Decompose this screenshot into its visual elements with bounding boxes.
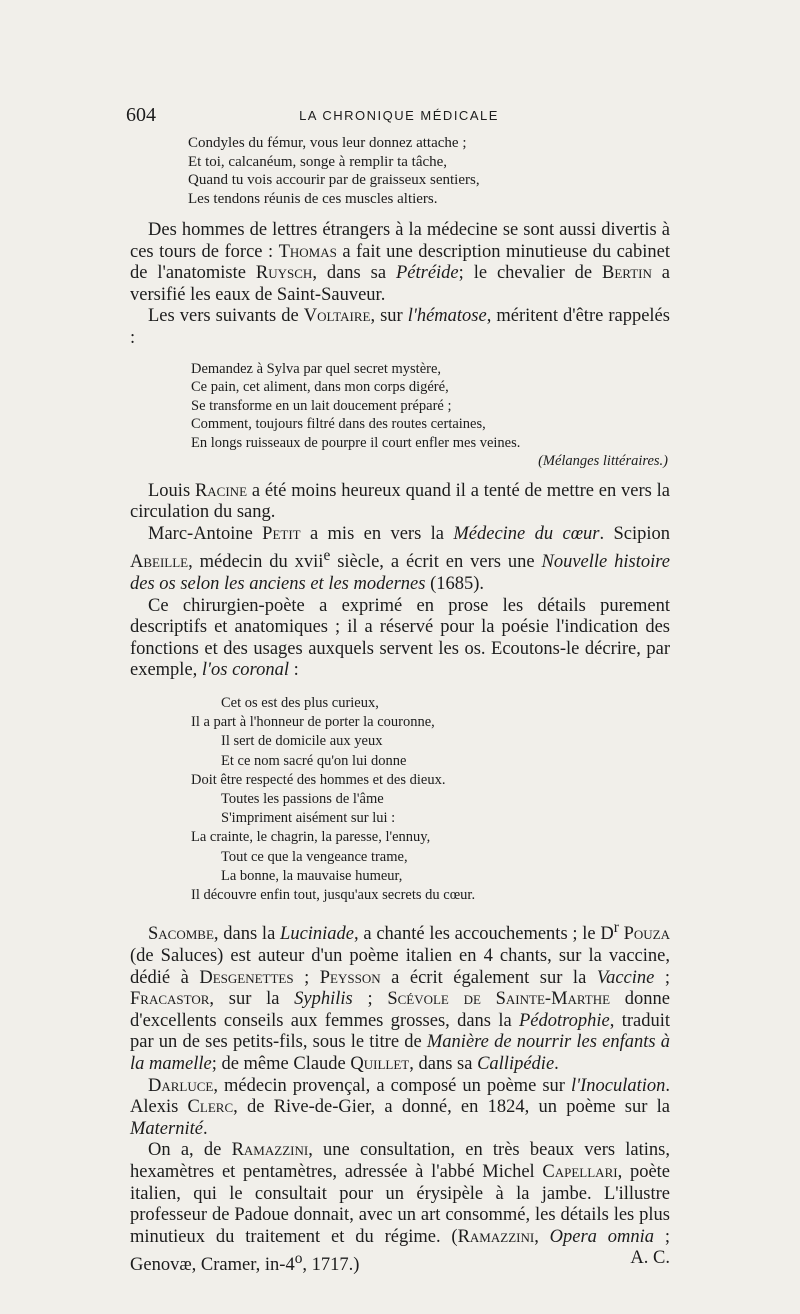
verse-line: Les tendons réunis de ces muscles altiers. — [188, 190, 438, 207]
work-title: Nouvelle histoire des os selon les anciens et les modernes — [130, 552, 670, 595]
superscript: r — [613, 919, 619, 937]
text-run: : — [288, 660, 299, 681]
text-run: , poète italien, qui le consultait pour un érysipèle à la jambe. L'illustre professeur de Padoue donnait, avec un art consommé, les détails les plus minutieux du traitement et du régime. ( — [130, 1161, 671, 1247]
work-title: l'hématose — [407, 306, 487, 327]
verse-line: Ce pain, cet aliment, dans mon corps digéré, — [191, 379, 449, 396]
signature: A. C. — [630, 1248, 670, 1269]
verse-line: Il sert de domicile aux yeux — [221, 733, 383, 750]
author-name: Abeille — [130, 552, 189, 573]
verse-line: S'impriment aisément sur lui : — [221, 810, 396, 827]
text-run: , traduit par un de ses petits-fils, sous le titre de — [130, 1010, 670, 1053]
author-name: Clerc — [187, 1097, 234, 1118]
text-run: ; Genovæ, Cramer, in-4 — [130, 1226, 671, 1276]
superscript: e — [323, 547, 331, 565]
work-title: Syphilis — [294, 989, 353, 1010]
author-name: Pouza — [623, 924, 671, 945]
verse-line: Condyles du fémur, vous leur donnez attache ; — [188, 135, 467, 151]
text-run: On a, de — [148, 1140, 232, 1161]
text-run: . Alexis — [130, 1075, 670, 1118]
text-run: . Scipion — [599, 523, 671, 544]
text-run: Ce chirurgien-poète a exprimé en prose les détails purement descriptifs et anatomiques ; il a réservé pour la poésie l'indication des fonctions et des usages auxquels servent les os. Ecoutons-le décrire, par exemple, — [130, 595, 670, 681]
author-name: Petit — [262, 523, 301, 544]
work-title: l'os coronal — [201, 660, 289, 681]
paragraph-1 — [130, 220, 670, 306]
text-run: ; — [654, 967, 671, 988]
work-title: Luciniade — [280, 924, 355, 945]
text-run: ; de même Claude — [211, 1054, 351, 1075]
text-run: , 1717.) — [302, 1255, 360, 1276]
text-run: , dans sa — [312, 263, 396, 284]
author-name: Peysson — [319, 967, 381, 988]
verse-line: Demandez à Sylva par quel secret mystère, — [191, 360, 442, 377]
text-run: . — [554, 1054, 559, 1075]
work-title: l'Inoculation — [570, 1075, 666, 1096]
text-run: a versifié les eaux de Saint-Sauveur. — [130, 263, 670, 305]
work-title: Vaccine — [596, 967, 655, 988]
author-name: Racine — [194, 480, 248, 501]
page-number: 604 — [126, 104, 156, 126]
text-run: , sur la — [209, 989, 295, 1010]
verse-line: Toutes les passions de l'âme — [221, 791, 384, 808]
author-name: Darluce — [148, 1075, 214, 1096]
verse-line: Quand tu vois accourir par de graisseux sentiers, — [188, 172, 480, 188]
text-run: , dans sa — [409, 1054, 478, 1075]
verse-voltaire — [130, 360, 670, 471]
text-run: , sur — [370, 306, 408, 327]
author-name: Voltaire — [303, 306, 371, 327]
text-run: , une consultation, en très beaux vers latins, hexamètres et pentamètres, adressée à l'abbé Michel — [130, 1140, 670, 1182]
work-title: Opera omnia — [549, 1226, 655, 1247]
verse-line: Et ce nom sacré qu'on lui donne — [221, 752, 407, 769]
text-run: , médecin du xvii — [188, 552, 324, 573]
paragraph-6 — [130, 917, 670, 1075]
work-title: Médecine du cœur — [453, 523, 600, 544]
text-run: , de Rive-de-Gier, a donné, en 1824, un poème sur la — [233, 1097, 670, 1118]
author-name: Quillet — [350, 1054, 410, 1075]
author-name: Scévole de Sainte-Marthe — [387, 989, 611, 1010]
paragraph-4 — [130, 524, 670, 596]
verse-line: Tout ce que la vengeance trame, — [221, 848, 408, 865]
author-name: Capellari — [542, 1161, 618, 1182]
verse-line: Comment, toujours filtré dans des routes certaines, — [191, 416, 486, 433]
paragraph-8 — [130, 1140, 670, 1277]
paragraph-5 — [130, 596, 670, 682]
work-title: Callipédie — [477, 1054, 555, 1075]
text-run: , médecin provençal, a composé un poème sur — [213, 1075, 571, 1096]
text-run: (de Saluces) est auteur d'un poème italien en 4 chants, sur la vaccine, dédié à — [130, 946, 670, 988]
author-name: Ruysch — [255, 263, 313, 284]
verse-line: En longs ruisseaux de pourpre il court enfler mes veines. — [191, 434, 521, 451]
text-run: , dans la — [213, 924, 281, 945]
verse-source: (Mélanges littéraires.) — [538, 453, 668, 470]
verse-line: Cet os est des plus curieux, — [221, 695, 379, 712]
author-name: Desgenettes — [199, 967, 294, 988]
text-run: a fait une description minutieuse du cabinet de l'anatomiste — [130, 241, 671, 284]
author-name: Ramazzini — [231, 1140, 309, 1161]
page-header — [126, 104, 672, 130]
paragraph-2 — [130, 306, 670, 349]
text-run: a été moins heureux quand il a tenté de mettre en vers la circulation du sang. — [130, 480, 671, 523]
verse-coronal — [130, 694, 670, 905]
verse-top — [130, 134, 670, 208]
text-run: ; — [293, 967, 320, 988]
text-run: , méritent d'être rappelés : — [130, 306, 670, 348]
text-run: Louis — [148, 480, 195, 501]
verse-line: Se transforme en un lait doucement préparé ; — [191, 397, 452, 414]
text-run: siècle, a écrit en vers une — [330, 552, 542, 573]
text-run: , a chanté les accouchements ; le D — [354, 924, 614, 945]
running-title: LA CHRONIQUE MÉDICALE — [299, 108, 499, 123]
superscript: o — [294, 1250, 303, 1268]
text-run: donne d'excellents conseils aux femmes grosses, dans la — [130, 989, 671, 1031]
text-run: Des hommes de lettres étrangers à la médecine se sont aussi divertis à ces tours de force : — [130, 220, 670, 262]
work-title: Manière de nourrir les enfants à la mamelle — [130, 1032, 670, 1075]
verse-line: La crainte, le chagrin, la paresse, l'ennuy, — [191, 829, 431, 846]
text-run: Marc-Antoine — [148, 523, 263, 544]
text-run: (1685). — [425, 574, 485, 595]
verse-line: Il a part à l'honneur de porter la couronne, — [191, 714, 435, 731]
author-name: Sacombe — [148, 924, 214, 945]
author-name: Fracastor — [130, 989, 210, 1010]
verse-line: Doit être respecté des hommes et des dieux. — [191, 771, 446, 788]
author-name: Bertin — [602, 263, 652, 284]
work-title: Pétréide — [395, 263, 459, 284]
work-title: Maternité — [130, 1118, 203, 1139]
text-run: , — [534, 1226, 550, 1247]
verse-line: Et toi, calcanéum, songe à remplir ta tâche, — [188, 153, 448, 170]
work-title: Pédotrophie — [519, 1010, 610, 1031]
text-run: a mis en vers la — [300, 523, 454, 544]
author-name: Ramazzini — [457, 1226, 535, 1247]
author-name: Thomas — [278, 241, 337, 262]
paragraph-7 — [130, 1076, 670, 1141]
verse-line: Il découvre enfin tout, jusqu'aux secrets du cœur. — [191, 887, 476, 904]
verse-line: La bonne, la mauvaise humeur, — [221, 867, 403, 884]
text-run: ; — [352, 989, 388, 1010]
text-run: ; le chevalier de — [458, 263, 603, 284]
text-run: a écrit également sur la — [380, 967, 597, 988]
text-run: Les vers suivants de — [148, 306, 304, 327]
paragraph-3 — [130, 481, 670, 524]
article-body — [130, 134, 670, 1277]
text-run: . — [202, 1118, 208, 1139]
